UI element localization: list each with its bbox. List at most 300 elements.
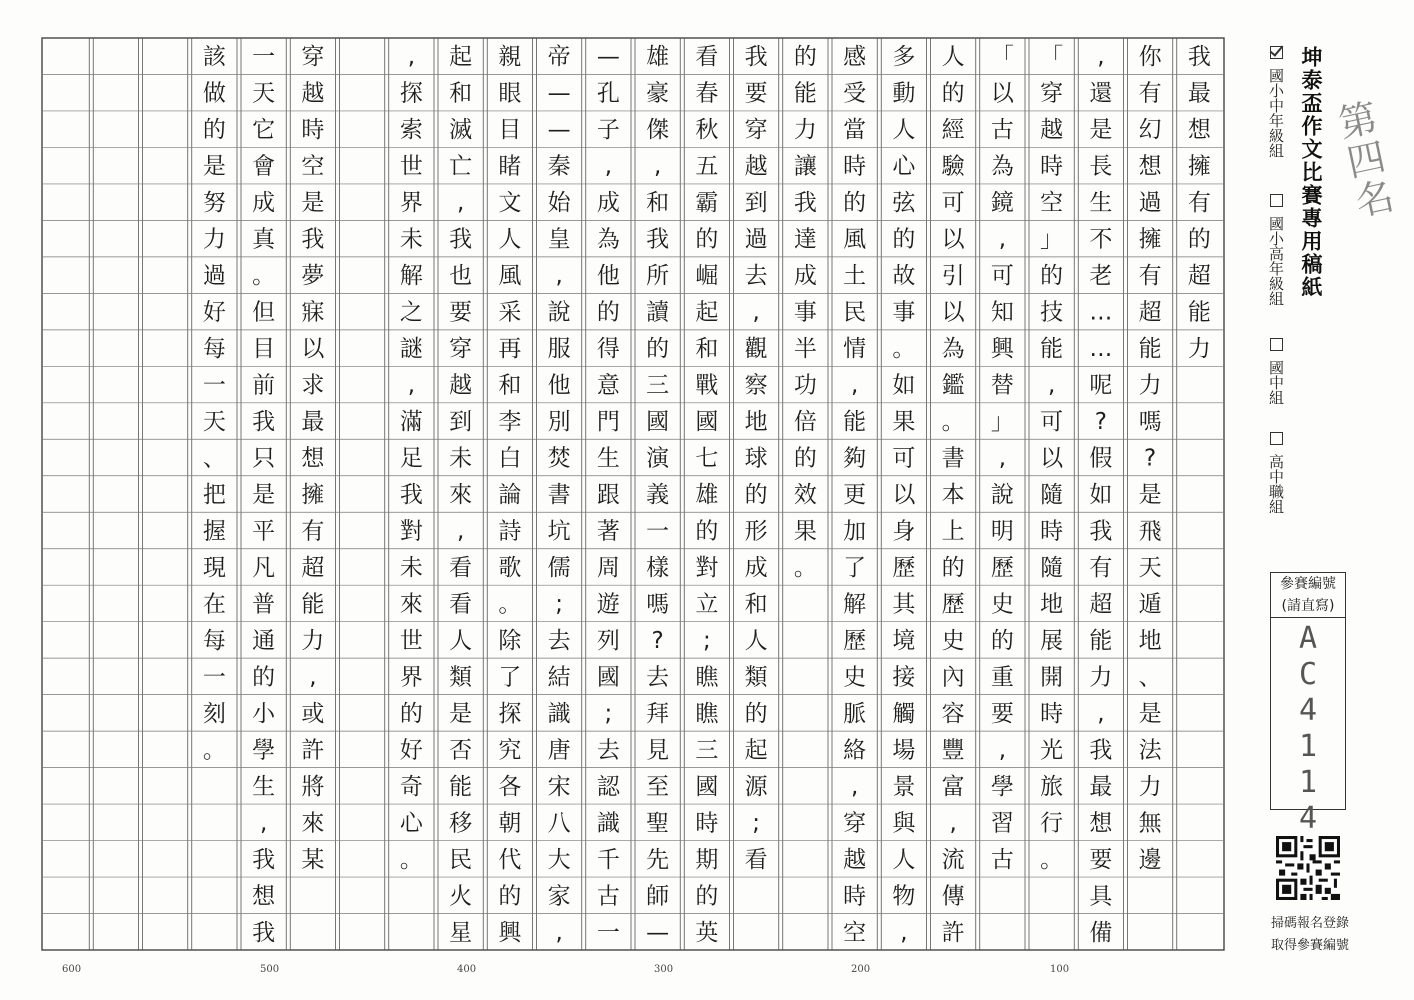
essay-char: 形	[744, 518, 768, 545]
entry-number-label: 參賽編號	[1280, 576, 1336, 592]
essay-char: 的	[1187, 226, 1211, 253]
essay-char: ,	[604, 153, 613, 180]
essay-char: 歷	[892, 554, 916, 581]
essay-char: 果	[892, 409, 916, 436]
essay-char: 皇	[547, 226, 571, 253]
essay-char: 成	[252, 190, 276, 217]
essay-char: 力	[1089, 664, 1113, 691]
essay-char: 知	[990, 299, 1014, 326]
essay-char: 刻	[202, 700, 226, 727]
essay-char: 別	[547, 409, 571, 436]
essay-char: 國	[695, 409, 719, 436]
essay-char: 。	[941, 409, 965, 436]
essay-char: 感	[843, 44, 867, 71]
essay-char: 果	[793, 518, 817, 545]
essay-char: 七	[695, 445, 719, 472]
essay-char: 類	[744, 664, 768, 691]
essay-char: 擁	[1187, 153, 1211, 180]
essay-char: 的	[695, 518, 719, 545]
essay-char: 倍	[793, 409, 817, 436]
essay-char: 著	[596, 518, 620, 545]
essay-char: 內	[941, 664, 965, 691]
essay-char: ,	[900, 919, 908, 946]
essay-char: 到	[744, 190, 768, 217]
essay-char: 霸	[695, 190, 719, 217]
essay-char: 時	[301, 117, 325, 144]
essay-char: 去	[596, 737, 620, 764]
essay-char: ;	[752, 810, 760, 837]
checkbox-icon[interactable]	[1270, 432, 1283, 445]
essay-char: 真	[252, 226, 276, 253]
essay-char: 幻	[1138, 117, 1162, 144]
essay-char: 但	[252, 299, 276, 326]
essay-char: 史	[990, 591, 1014, 618]
essay-char: 儒	[547, 554, 571, 581]
essay-char: ,	[998, 445, 1007, 472]
essay-char: 在	[202, 591, 226, 618]
essay-char: 時	[1040, 153, 1064, 180]
essay-char: 備	[1089, 919, 1113, 946]
essay-char: 力	[793, 117, 817, 144]
checkbox-checked-icon[interactable]	[1270, 46, 1283, 59]
essay-char: 子	[596, 117, 620, 144]
essay-char: 你	[1138, 44, 1162, 71]
essay-char: 每	[202, 627, 226, 654]
essay-char: 識	[547, 700, 571, 727]
essay-char: 李	[498, 409, 522, 436]
essay-char: ,	[850, 372, 859, 399]
essay-char: 起	[449, 44, 473, 71]
essay-char: 展	[1040, 627, 1064, 654]
essay-char: ,	[998, 226, 1007, 253]
essay-char: 達	[793, 226, 817, 253]
essay-char: 有	[1138, 80, 1162, 107]
essay-char: 和	[449, 80, 473, 107]
essay-char: 期	[695, 846, 719, 873]
essay-char: 來	[399, 591, 423, 618]
essay-char: 唐	[547, 737, 571, 764]
essay-char: 人	[892, 846, 916, 873]
essay-char: 是	[1138, 482, 1162, 508]
entry-number-char: C	[1298, 657, 1318, 692]
essay-char: 去	[547, 627, 571, 654]
essay-char: 許	[941, 919, 965, 946]
option-label: 高中職組	[1267, 453, 1285, 514]
essay-char: 察	[744, 372, 768, 399]
essay-char: 。	[892, 336, 916, 363]
essay-char: 我	[1089, 518, 1113, 545]
essay-char: 可	[990, 263, 1014, 290]
essay-char: 他	[547, 372, 571, 399]
essay-char: 三	[646, 372, 670, 399]
essay-char: 「	[1040, 44, 1064, 71]
essay-char: 境	[892, 627, 916, 654]
essay-char: 。	[793, 554, 817, 581]
essay-char: 拜	[646, 700, 670, 727]
essay-char: 夢	[301, 263, 325, 290]
essay-char: 世	[399, 627, 423, 654]
essay-char: 嗎	[646, 591, 670, 618]
essay-char: 時	[843, 153, 867, 180]
essay-char: 越	[449, 372, 473, 399]
essay-char: 經	[941, 117, 965, 144]
entry-number-sublabel: (請直寫)	[1271, 595, 1345, 618]
essay-char: 本	[941, 482, 965, 508]
qr-caption-register: 掃碼報名登錄	[1270, 916, 1349, 931]
essay-char: 超	[1187, 263, 1211, 290]
option-lower-primary[interactable]	[1266, 46, 1287, 158]
essay-char: 加	[843, 518, 867, 545]
essay-char: 親	[498, 44, 522, 71]
essay-char: 我	[252, 409, 276, 436]
essay-char: 越	[744, 153, 768, 180]
essay-char: 樣	[646, 554, 670, 581]
essay-char: 傳	[941, 883, 965, 910]
essay-char: 情	[843, 336, 867, 363]
essay-char: 可	[892, 445, 916, 472]
essay-char: 過	[744, 226, 768, 253]
essay-char: 界	[399, 190, 423, 217]
essay-char: 光	[1040, 737, 1064, 764]
essay-char: 學	[252, 737, 276, 764]
essay-char: 瞧	[695, 664, 719, 691]
essay-char: 多	[892, 44, 916, 71]
essay-char: 努	[202, 190, 226, 217]
essay-char: 。	[1040, 846, 1064, 873]
essay-char: 習	[990, 810, 1014, 837]
essay-char: 一	[202, 372, 226, 399]
essay-char: —	[547, 80, 571, 107]
essay-char: 邊	[1138, 846, 1162, 873]
essay-char: 要	[449, 299, 473, 326]
essay-char: 心	[892, 153, 916, 180]
essay-char: 的	[695, 883, 719, 910]
essay-char: 我	[744, 44, 768, 71]
essay-char: 心	[399, 810, 423, 837]
essay-char: 的	[744, 700, 768, 727]
option-label: 國中組	[1267, 359, 1285, 405]
essay-char: ,	[949, 810, 957, 837]
essay-char: 認	[596, 773, 620, 800]
essay-char: 滅	[449, 117, 473, 144]
essay-char: 人	[892, 117, 916, 144]
essay-char: 孔	[596, 80, 620, 107]
essay-char: 演	[646, 445, 670, 472]
essay-char: 服	[547, 336, 571, 363]
essay-char: 能	[1138, 336, 1162, 363]
essay-char: 古	[990, 846, 1014, 873]
essay-char: 事	[892, 299, 916, 326]
essay-char: 的	[596, 299, 620, 326]
essay-char: 時	[843, 883, 867, 910]
essay-char: 是	[449, 700, 473, 727]
essay-char: 的	[990, 627, 1014, 654]
essay-char: 人	[941, 44, 965, 71]
essay-char: 一	[252, 44, 276, 71]
essay-char: 要	[1089, 846, 1113, 873]
qr-code-icon[interactable]	[1276, 836, 1340, 900]
essay-char: 成	[744, 554, 768, 581]
essay-char: 和	[646, 190, 670, 217]
essay-char: ?	[1094, 409, 1107, 436]
essay-char: 做	[202, 80, 226, 107]
essay-char: ,	[1097, 700, 1105, 727]
essay-char: 。	[498, 591, 522, 618]
essay-char: 源	[744, 773, 768, 800]
essay-char: 文	[498, 190, 522, 217]
essay-char: 的	[793, 445, 817, 472]
essay-char: 想	[301, 445, 325, 472]
essay-char: 亡	[449, 153, 473, 180]
essay-char: 跟	[596, 482, 620, 508]
essay-char: 替	[990, 372, 1014, 399]
essay-char: 越	[1040, 117, 1064, 144]
essay-char: 重	[990, 664, 1014, 691]
essay-char: 足	[399, 445, 423, 472]
essay-char: 先	[646, 846, 670, 873]
essay-char: 「	[990, 44, 1014, 71]
essay-char: 了	[843, 554, 867, 581]
essay-char: 的	[695, 226, 719, 253]
essay-char: 我	[646, 226, 670, 253]
essay-char: 夠	[843, 445, 867, 472]
essay-char: 的	[399, 700, 423, 727]
essay-char: 不	[1089, 226, 1113, 253]
essay-char: 、	[1138, 664, 1162, 691]
essay-char: 寐	[301, 299, 325, 326]
essay-char: 看	[744, 846, 768, 873]
essay-char: ,	[309, 664, 317, 691]
essay-char: 英	[695, 919, 719, 946]
essay-char: 火	[449, 883, 473, 910]
essay-char: ,	[1097, 44, 1105, 71]
essay-char: 我	[793, 190, 817, 217]
essay-char: 民	[449, 846, 473, 873]
essay-char: 朝	[498, 810, 522, 837]
essay-char: 見	[646, 737, 670, 764]
essay-char: 半	[793, 336, 817, 363]
essay-char: 解	[399, 263, 423, 290]
essay-char: 秋	[695, 117, 719, 144]
essay-char: 雄	[646, 44, 670, 71]
essay-char: 豪	[646, 80, 670, 107]
essay-char: 有	[301, 518, 325, 545]
essay-char: ,	[456, 518, 465, 545]
essay-char: 呢	[1089, 372, 1113, 399]
essay-char: 超	[1138, 299, 1162, 326]
essay-char: 說	[547, 299, 571, 326]
essay-char: 來	[449, 482, 473, 508]
essay-char: 究	[498, 737, 522, 764]
handwritten-rank-mark: 第四名	[1328, 96, 1397, 224]
essay-char: ,	[1047, 372, 1056, 399]
essay-char: 力	[202, 226, 226, 253]
essay-char: 或	[301, 700, 325, 727]
essay-char: 還	[1089, 80, 1113, 107]
essay-char: 其	[892, 591, 916, 618]
essay-char: 擁	[301, 482, 325, 508]
essay-char: 采	[498, 299, 522, 326]
essay-char: 地	[744, 409, 768, 436]
essay-char: —	[547, 117, 571, 144]
essay-char: 天	[1138, 554, 1162, 581]
essay-char: 我	[449, 226, 473, 253]
essay-char: 能	[1040, 336, 1064, 363]
essay-char: 我	[252, 919, 276, 946]
essay-char: 地	[1138, 627, 1162, 654]
essay-char: 過	[202, 263, 226, 290]
essay-char: 時	[1040, 700, 1064, 727]
essay-char: 以	[941, 226, 965, 253]
scale-mark-100: 100	[1050, 964, 1070, 975]
essay-char: …	[1089, 336, 1113, 363]
essay-char: 五	[695, 153, 719, 180]
essay-char: 歌	[498, 554, 522, 581]
essay-char: 隨	[1040, 554, 1064, 581]
entry-number-char: 1	[1298, 765, 1318, 800]
essay-char: 凡	[252, 554, 276, 581]
essay-char: 古	[990, 117, 1014, 144]
essay-char: 義	[646, 482, 670, 508]
essay-char: 為	[596, 226, 620, 253]
essay-char: 興	[990, 336, 1014, 363]
essay-char: 讀	[646, 299, 670, 326]
essay-char: 我	[399, 482, 423, 508]
entry-number-char: 4	[1298, 693, 1318, 728]
essay-char: 能	[843, 409, 867, 436]
essay-char: 成	[596, 190, 620, 217]
essay-char: 會	[252, 153, 276, 180]
essay-char: 去	[646, 664, 670, 691]
essay-char: 生	[596, 445, 620, 472]
essay-char: 。	[399, 846, 423, 873]
essay-char: 一	[202, 664, 226, 691]
essay-char: 鑑	[941, 372, 965, 399]
essay-char: 事	[793, 299, 817, 326]
essay-char: 我	[1089, 737, 1113, 764]
essay-char: 睹	[498, 153, 522, 180]
essay-char: 與	[892, 810, 916, 837]
essay-char: 超	[301, 554, 325, 581]
essay-char: 假	[1089, 445, 1113, 472]
essay-char: 以	[941, 299, 965, 326]
essay-char: 學	[990, 773, 1014, 800]
essay-char: 老	[1089, 263, 1113, 290]
essay-char: 物	[892, 883, 916, 910]
essay-char: 詩	[498, 518, 522, 545]
essay-char: 識	[596, 810, 620, 837]
essay-char: 平	[252, 518, 276, 545]
essay-char: 想	[1187, 117, 1211, 144]
scale-mark-600: 600	[62, 964, 82, 975]
essay-char: 每	[202, 336, 226, 363]
essay-char: 鏡	[990, 190, 1014, 217]
essay-char: 興	[498, 919, 522, 946]
essay-char: 歷	[990, 554, 1014, 581]
essay-char: 遁	[1138, 591, 1162, 618]
essay-char: 風	[843, 226, 867, 253]
essay-text	[203, 44, 1212, 946]
essay-char: 土	[843, 263, 867, 290]
essay-char: 它	[252, 117, 276, 144]
essay-char: 該	[202, 44, 226, 71]
essay-char: 效	[793, 482, 817, 508]
essay-char: 我	[252, 846, 276, 873]
essay-char: 春	[695, 80, 719, 107]
essay-char: 天	[202, 409, 226, 436]
essay-char: 人	[744, 627, 768, 654]
essay-char: 雄	[695, 482, 719, 508]
essay-char: 長	[1089, 153, 1113, 180]
essay-char: 生	[1089, 190, 1113, 217]
essay-char: 擁	[1138, 226, 1162, 253]
option-junior-high[interactable]	[1266, 338, 1287, 405]
essay-char: 的	[252, 664, 276, 691]
essay-char: 無	[1138, 810, 1162, 837]
essay-char: 力	[1138, 372, 1162, 399]
essay-char: 坑	[547, 518, 571, 545]
essay-char: ,	[752, 299, 760, 326]
essay-char: 穿	[301, 44, 325, 71]
essay-char: 能	[301, 591, 325, 618]
option-senior-high[interactable]	[1266, 432, 1287, 514]
checkbox-icon[interactable]	[1270, 194, 1283, 207]
essay-char: 看	[449, 591, 473, 618]
essay-char: 最	[301, 409, 325, 436]
essay-char: 的	[202, 117, 226, 144]
essay-char: 」	[990, 409, 1014, 436]
essay-char: 一	[596, 919, 620, 946]
essay-char: 解	[843, 591, 867, 618]
essay-char: 以	[990, 80, 1014, 107]
essay-char: 能	[793, 80, 817, 107]
essay-char: 將	[301, 773, 325, 800]
checkbox-icon[interactable]	[1270, 338, 1283, 351]
essay-char: ,	[456, 190, 465, 217]
essay-char: 意	[596, 372, 620, 399]
essay-char: 對	[399, 518, 423, 545]
essay-char: 論	[498, 482, 522, 508]
essay-char: 如	[1089, 482, 1113, 508]
essay-char: 天	[252, 80, 276, 107]
essay-char: 瞧	[695, 700, 719, 727]
qr-caption-entry: 取得參賽編號	[1270, 938, 1349, 953]
essay-char: 把	[202, 482, 226, 508]
essay-char: 國	[596, 664, 620, 691]
essay-char: ?	[1144, 445, 1157, 472]
essay-char: ,	[998, 737, 1007, 764]
essay-char: 民	[843, 299, 867, 326]
essay-char: 傑	[646, 117, 670, 144]
essay-char: 的	[498, 883, 522, 910]
essay-char: 嗎	[1138, 409, 1162, 436]
essay-char: 再	[498, 336, 522, 363]
essay-char: 豐	[941, 737, 965, 764]
essay-char: 看	[695, 44, 719, 71]
essay-char: —	[596, 44, 620, 71]
essay-char: 起	[744, 737, 768, 764]
option-label: 國小高年級組	[1267, 215, 1285, 306]
option-upper-primary[interactable]	[1266, 194, 1287, 306]
essay-char: 風	[498, 263, 522, 290]
essay-char: 流	[941, 846, 965, 873]
essay-char: 小	[252, 700, 276, 727]
essay-char: 想	[1089, 810, 1113, 837]
essay-char: 古	[596, 883, 620, 910]
essay-char: 故	[892, 263, 916, 290]
essay-char: 是	[1089, 117, 1113, 144]
essay-char: 白	[498, 445, 522, 472]
